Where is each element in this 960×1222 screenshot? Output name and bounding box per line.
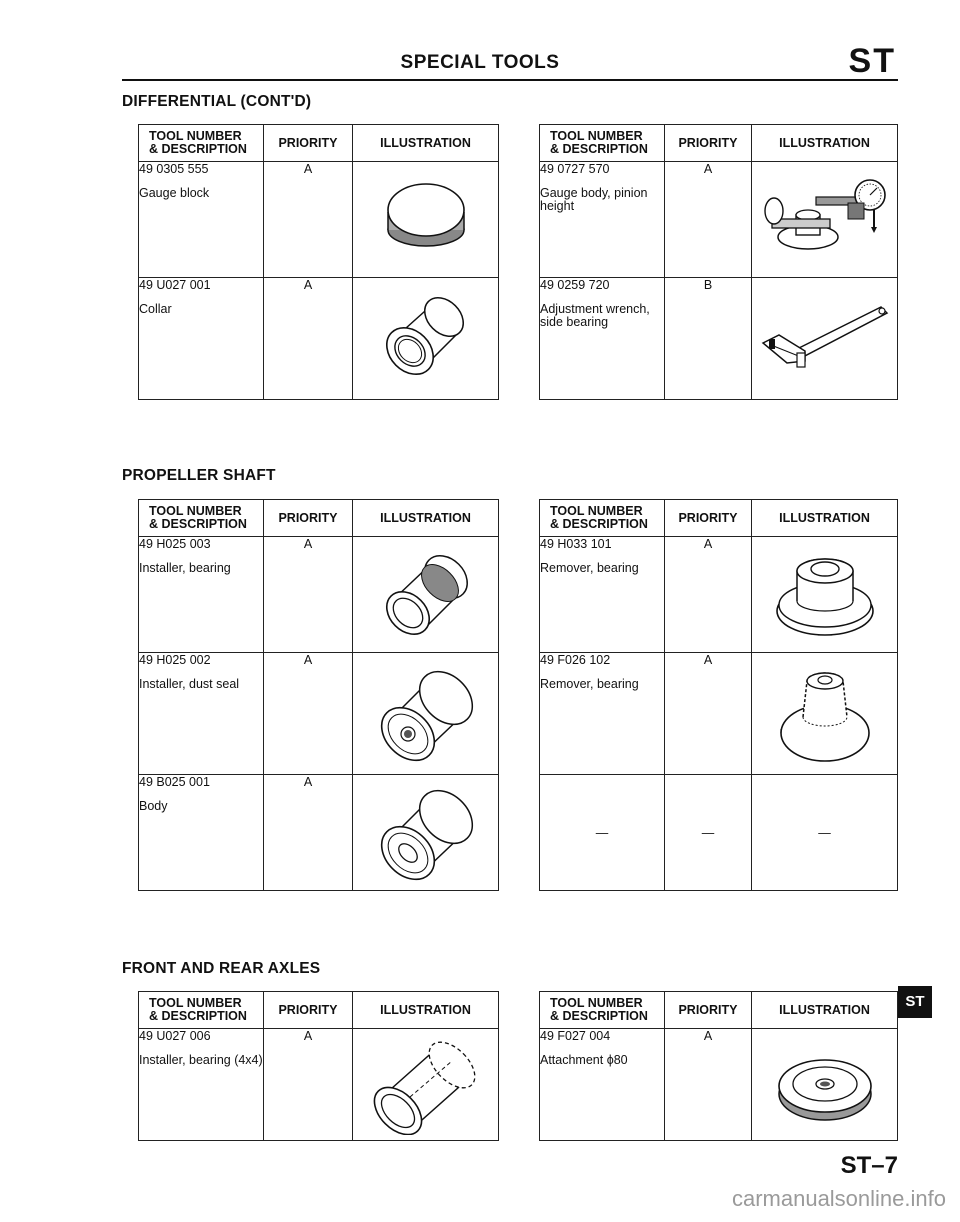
section-code: ST <box>848 42 896 80</box>
tool-cell <box>540 653 665 775</box>
column-header-illustration: ILLUSTRATION <box>353 992 499 1029</box>
axles-left-table <box>138 991 499 1141</box>
column-header-tool: TOOL NUMBER & DESCRIPTION <box>540 125 665 162</box>
bearing-remover-icon <box>773 659 877 769</box>
column-header-priority: PRIORITY <box>665 500 752 537</box>
gauge-block-icon <box>376 180 476 260</box>
column-header-tool: TOOL NUMBER & DESCRIPTION <box>540 500 665 537</box>
tool-cell <box>540 278 665 400</box>
table-row <box>139 775 499 891</box>
column-header-priority: PRIORITY <box>665 125 752 162</box>
tool-cell <box>139 278 264 400</box>
tool-number: 49 H025 002 <box>139 653 211 667</box>
priority-value: B <box>665 278 752 400</box>
table-row <box>540 1029 898 1141</box>
attachment-icon <box>770 1040 880 1130</box>
tool-description: Remover, bearing <box>540 561 639 575</box>
column-header-priority: PRIORITY <box>665 992 752 1029</box>
table-row <box>540 775 898 891</box>
propeller-left-table <box>138 499 499 891</box>
tool-cell <box>540 537 665 653</box>
table-row <box>540 162 898 278</box>
column-header-illustration: ILLUSTRATION <box>752 992 898 1029</box>
tool-description: Adjustment wrench, side bearing <box>540 302 650 329</box>
priority-value: A <box>264 537 353 653</box>
empty-cell: — <box>752 775 898 891</box>
column-header-illustration: ILLUSTRATION <box>752 500 898 537</box>
tool-description: Installer, bearing (4x4) <box>139 1053 263 1067</box>
tool-number: 49 0259 720 <box>540 278 610 292</box>
tool-description: Gauge body, pinion height <box>540 186 648 213</box>
section-tab[interactable]: ST <box>898 986 932 1018</box>
priority-value: A <box>264 775 353 891</box>
bearing-remover-icon <box>770 543 880 647</box>
table-row <box>139 162 499 278</box>
bearing-installer-4x4-icon <box>366 1035 486 1135</box>
tool-number: 49 0305 555 <box>139 162 209 176</box>
priority-value: A <box>665 653 752 775</box>
column-header-priority: PRIORITY <box>264 500 353 537</box>
tool-number: 49 F026 102 <box>540 653 611 667</box>
axles-right-table <box>539 991 898 1141</box>
tool-cell <box>139 162 264 278</box>
priority-value: A <box>264 1029 353 1141</box>
table-header-row <box>139 125 499 162</box>
column-header-illustration: ILLUSTRATION <box>353 125 499 162</box>
page-number: ST–7 <box>840 1152 898 1179</box>
table-header-row <box>540 125 898 162</box>
propeller-right-table <box>539 499 898 891</box>
column-header-illustration: ILLUSTRATION <box>752 125 898 162</box>
table-row <box>540 653 898 775</box>
tool-description: Installer, dust seal <box>139 677 240 691</box>
tool-cell <box>139 537 264 653</box>
column-header-tool: TOOL NUMBER & DESCRIPTION <box>540 992 665 1029</box>
column-header-tool: TOOL NUMBER & DESCRIPTION <box>139 992 264 1029</box>
tool-cell <box>139 653 264 775</box>
table-header-row <box>139 992 499 1029</box>
priority-value: A <box>264 653 353 775</box>
table-header-row <box>139 500 499 537</box>
priority-value: A <box>665 162 752 278</box>
table-row <box>139 537 499 653</box>
section-title-propeller-shaft: PROPELLER SHAFT <box>122 467 276 484</box>
priority-value: A <box>264 278 353 400</box>
tool-number: 49 U027 006 <box>139 1029 211 1043</box>
priority-value: A <box>665 1029 752 1141</box>
differential-right-table <box>539 124 898 400</box>
header-divider <box>122 79 898 81</box>
tool-description: Installer, bearing <box>139 561 231 575</box>
table-row <box>139 1029 499 1141</box>
gauge-body-icon <box>758 175 892 265</box>
tool-description: Remover, bearing <box>540 677 639 691</box>
table-row <box>139 278 499 400</box>
dust-seal-installer-icon <box>376 662 476 766</box>
tool-number: 49 F027 004 <box>540 1029 611 1043</box>
table-row <box>540 537 898 653</box>
tool-cell <box>139 1029 264 1141</box>
tool-number: 49 U027 001 <box>139 278 211 292</box>
column-header-priority: PRIORITY <box>264 992 353 1029</box>
column-header-illustration: ILLUSTRATION <box>353 500 499 537</box>
tool-cell <box>540 1029 665 1141</box>
tool-number: 49 H033 101 <box>540 537 612 551</box>
body-icon <box>376 781 476 885</box>
empty-cell: — <box>540 775 665 891</box>
empty-cell: — <box>665 775 752 891</box>
priority-value: A <box>264 162 353 278</box>
tool-description: Attachment ϕ80 <box>540 1053 628 1067</box>
collar-icon <box>376 293 476 385</box>
column-header-tool: TOOL NUMBER & DESCRIPTION <box>139 500 264 537</box>
table-row <box>540 278 898 400</box>
table-header-row <box>540 992 898 1029</box>
tool-description: Body <box>139 799 168 813</box>
adjustment-wrench-icon <box>757 299 893 379</box>
section-title-axles: FRONT AND REAR AXLES <box>122 960 321 977</box>
table-header-row <box>540 500 898 537</box>
watermark: carmanualsonline.info <box>731 1186 946 1211</box>
tool-cell <box>139 775 264 891</box>
tool-number: 49 H025 003 <box>139 537 211 551</box>
tool-description: Collar <box>139 302 172 316</box>
tool-number: 49 0727 570 <box>540 162 610 176</box>
bearing-installer-icon <box>376 543 476 647</box>
table-row <box>139 653 499 775</box>
tool-description: Gauge block <box>139 186 210 200</box>
differential-left-table <box>138 124 499 400</box>
tool-number: 49 B025 001 <box>139 775 210 789</box>
tool-cell <box>540 162 665 278</box>
section-title-differential: DIFFERENTIAL (CONT'D) <box>122 93 312 110</box>
priority-value: A <box>665 537 752 653</box>
page-title: SPECIAL TOOLS <box>400 52 560 73</box>
column-header-tool: TOOL NUMBER & DESCRIPTION <box>139 125 264 162</box>
column-header-priority: PRIORITY <box>264 125 353 162</box>
